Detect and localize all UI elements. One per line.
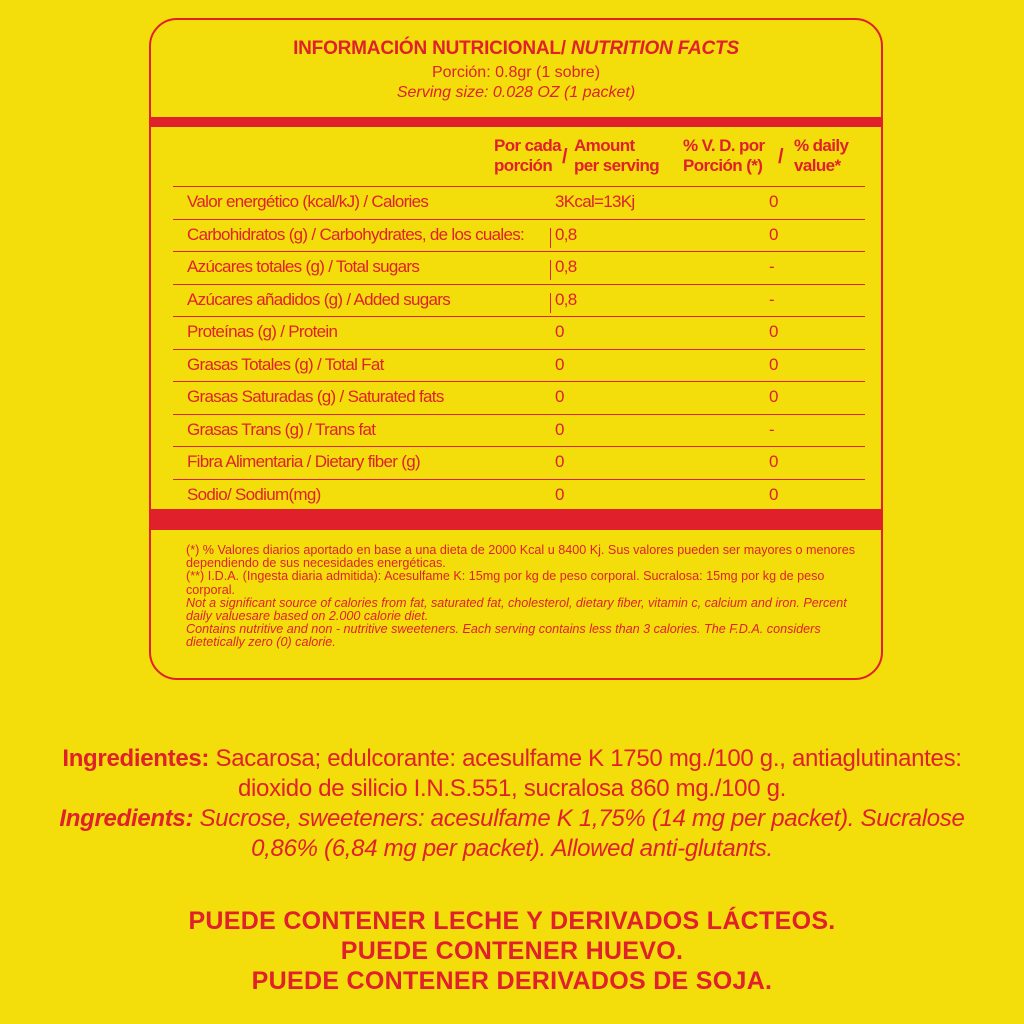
portion-en: Serving size: 0.028 OZ (1 packet) (396, 84, 636, 101)
ingredients-en: Ingredients: Sucrose, sweeteners: acesulfame K 1,75% (14 mg per packet). Sucralose 0,86% (6,84 mg per packet). Allowed anti-glutants. (59, 805, 965, 862)
divider-bar-bottom (151, 509, 881, 530)
nutrition-title: INFORMACIÓN NUTRICIONAL/ NUTRITION FACTS (293, 38, 739, 59)
table-row: Sodio/ Sodium(mg) 0 0 (173, 480, 865, 513)
col-slash-2: / (778, 146, 784, 168)
table-row: Valor energético (kcal/kJ) / Calories 3Kcal=13Kj 0 (173, 186, 865, 220)
col-amount-en: Amount per serving (574, 136, 660, 175)
allergen-warnings (0, 906, 1024, 996)
table-row: Fibra Alimentaria / Dietary fiber (g) 0 0 (173, 447, 865, 480)
ingredients-es: Ingredientes: Sacarosa; edulcorante: acesulfame K 1750 mg./100 g., antiaglutinantes: dioxido de silicio I.N.S.551, sucralosa 860 mg./100 g. (62, 745, 962, 802)
warning-egg: PUEDE CONTENER HUEVO. (340, 937, 684, 965)
footnote-ida: (**) I.D.A. (Ingesta diaria admitida): Acesulfame K: 15mg por kg de peso corporal. Sucralosa: 15mg por kg de peso corporal. (186, 569, 825, 597)
table-row: Grasas Trans (g) / Trans fat 0 - (173, 415, 865, 448)
footnote-significant: Not a significant source of calories from fat, saturated fat, cholesterol, dietary fiber, vitamin c, calcium and iron. Percent daily valuesare based on 2.000 calorie diet. (186, 595, 847, 624)
table-row: Proteínas (g) / Protein 0 0 (173, 317, 865, 350)
table-row: Azúcares totales (g) / Total sugars 0,8 - (173, 252, 865, 285)
table-row: Carbohidratos (g) / Carbohydrates, de los cuales: 0,8 0 (173, 220, 865, 253)
col-dv-es: % V. D. por Porción (*) (683, 136, 765, 175)
divider-bar-top (151, 117, 881, 127)
table-row: Grasas Totales (g) / Total Fat 0 0 (173, 350, 865, 383)
warning-soy: PUEDE CONTENER DERIVADOS DE SOJA. (251, 967, 773, 995)
col-dv-en: % daily value* (794, 136, 849, 175)
footnotes (186, 544, 866, 650)
table-row: Grasas Saturadas (g) / Saturated fats 0 0 (173, 382, 865, 415)
footnote-sweeteners: Contains nutritive and non - nutritive sweeteners. Each serving contains less than 3 calories. The F.D.A. considers dietetically zero (0) calorie. (186, 622, 821, 650)
table-row: Azúcares añadidos (g) / Added sugars 0,8 - (173, 285, 865, 318)
warning-milk: PUEDE CONTENER LECHE Y DERIVADOS LÁCTEOS. (188, 907, 836, 935)
portion-es: Porción: 0.8gr (1 sobre) (431, 64, 601, 81)
footnote-dv: (*) % Valores diarios aportado en base a una dieta de 2000 Kcal u 8400 Kj. Sus valores pueden ser mayores o menores dependiendo de sus necesidades energéticas. (186, 543, 856, 571)
col-amount-es: Por cada porción (494, 136, 562, 175)
col-slash-1: / (562, 146, 568, 168)
nutrition-header (151, 20, 881, 102)
nutrition-table (173, 186, 865, 512)
nutrition-facts-panel (149, 18, 883, 680)
ingredients-block (40, 744, 984, 864)
